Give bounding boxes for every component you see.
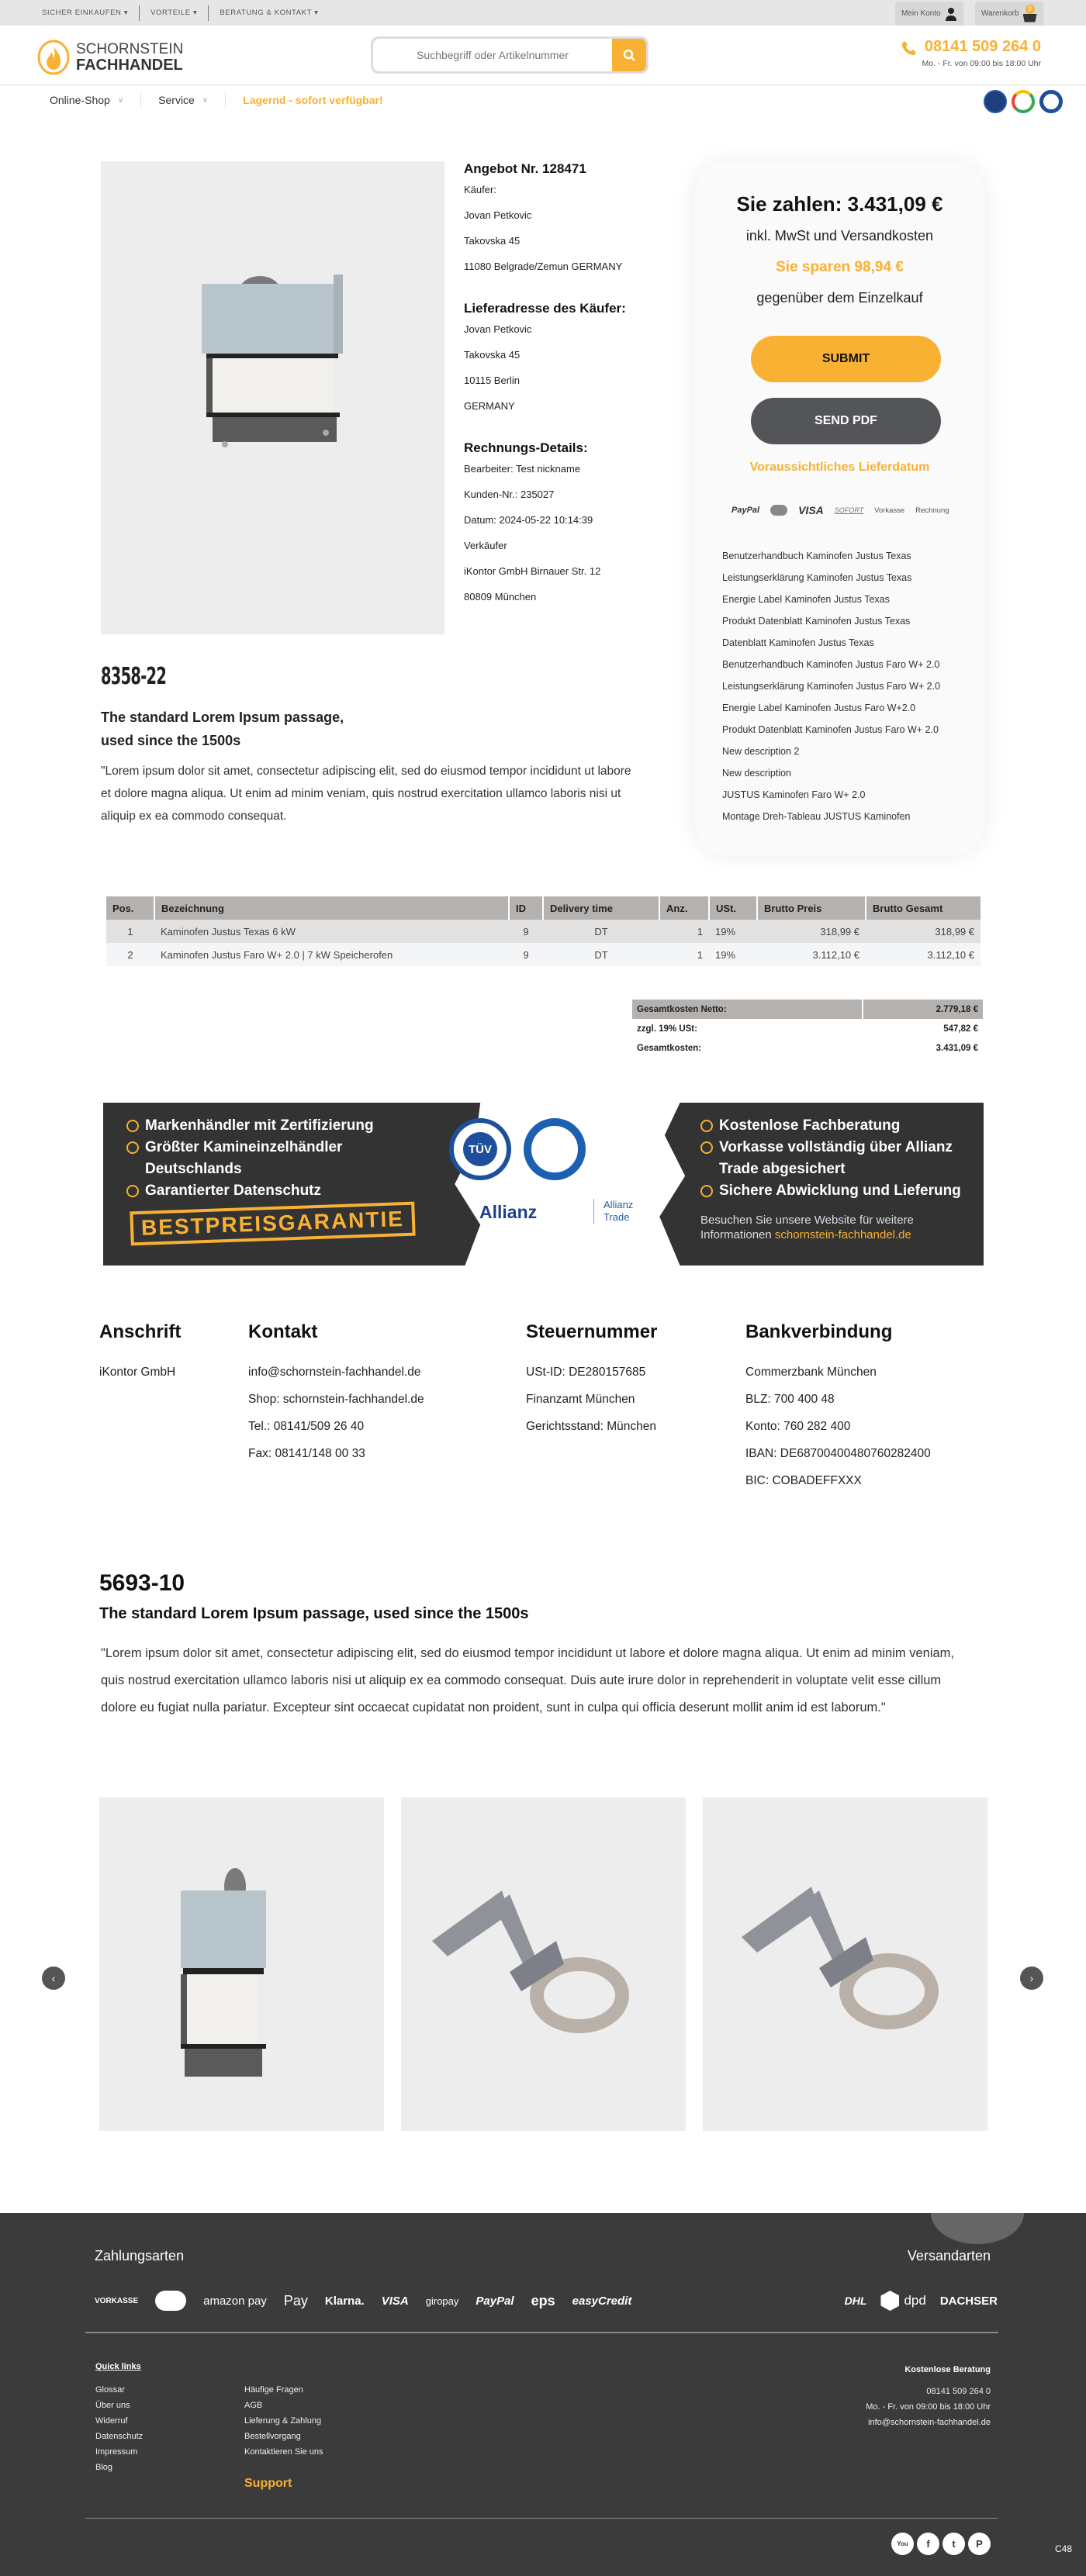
user-icon bbox=[945, 7, 957, 21]
nav-service[interactable]: Service ∨ bbox=[158, 94, 209, 106]
footer bbox=[0, 2213, 1086, 2576]
vorkasse-label: Vorkasse bbox=[874, 506, 905, 515]
carousel-item[interactable] bbox=[703, 1797, 987, 2131]
menu-sicher-einkaufen[interactable]: SICHER EINKAUFEN ▾ bbox=[42, 9, 129, 17]
flame-bullet-icon bbox=[700, 1120, 713, 1132]
company-bank: Bankverbindung Commerzbank München BLZ: 700 400 48 Konto: 760 282 400 IBAN: DE68700400480760282400 BIC: COBADEFFXXX bbox=[745, 1321, 931, 1487]
chevron-right-icon: › bbox=[1029, 1972, 1034, 1984]
product-description: "Lorem ipsum dolor sit amet, consectetur adipiscing elit, sed do eiusmod tempor incididunt ut labore et dolore magna aliqua. Ut enim ad minim veniam, quis nostrud exercitation ullamco laboris nisi ut aliquip ex ea commodo consequat. bbox=[101, 765, 631, 823]
footer-link[interactable]: Impressum bbox=[95, 2447, 138, 2457]
youtube-icon[interactable]: You bbox=[891, 2533, 914, 2555]
delivery-date-link[interactable]: Voraussichtliches Lieferdatum bbox=[749, 461, 930, 474]
grand-total-row: Gesamtkosten: 3.431,09 € bbox=[637, 1043, 978, 1053]
document-link[interactable]: New description 2 bbox=[722, 746, 800, 757]
visa-logo-icon: VISA bbox=[381, 2294, 409, 2308]
product-sku: 8358-22 bbox=[101, 663, 167, 690]
footer-links-col1 bbox=[95, 2382, 143, 2475]
footer-link[interactable]: Datenschutz bbox=[95, 2432, 144, 2441]
google-check-badge-icon[interactable] bbox=[1012, 90, 1035, 113]
carousel-item[interactable] bbox=[99, 1797, 384, 2131]
quick-links-title: Quick links bbox=[95, 2362, 141, 2371]
visit-website: Besuchen Sie unsere Website für weitere Informationen schornstein-fachhandel.de bbox=[700, 1214, 914, 1241]
search-input[interactable] bbox=[373, 39, 612, 71]
footer-link[interactable]: Widerruf bbox=[95, 2416, 128, 2426]
search-button[interactable] bbox=[612, 39, 646, 71]
footer-link[interactable]: Kontaktieren Sie uns bbox=[244, 2447, 323, 2457]
product2-description: "Lorem ipsum dolor sit amet, consectetur adipiscing elit, sed do eiusmod tempor incididunt ut labore et dolore magna aliqua. Ut enim ad minim veniam, quis nostrud exercitation ullamco laboris nisi ut aliquip ex ea commodo consequat. Duis aute irure dolor in reprehenderit in voluptate velit esse cillum dolore eu fugiat nulla pariatur. Excepteur sint occaecat cupidatat non proident, sunt in culpa qui officia deserunt mollit anim id est laborum." bbox=[101, 1646, 954, 1714]
payment-logos bbox=[95, 2291, 631, 2311]
pinterest-icon[interactable]: P bbox=[968, 2533, 991, 2555]
sofort-logo-icon: SOFORT bbox=[834, 506, 864, 514]
eps-logo-icon: eps bbox=[531, 2292, 555, 2308]
document-link[interactable]: Produkt Datenblatt Kaminofen Justus Texas bbox=[722, 616, 911, 627]
facebook-icon[interactable]: f bbox=[917, 2533, 939, 2555]
chevron-down-icon: ∨ bbox=[117, 95, 124, 105]
table-header: Pos. Bezeichnung ID Delivery time Anz. USt. Brutto Preis Brutto Gesamt bbox=[106, 896, 981, 920]
phone-number[interactable]: 08141 509 264 0 bbox=[924, 38, 1041, 55]
phone-contact: 08141 509 264 0 Mo. - Fr. von 09:00 bis 18:00 Uhr bbox=[901, 38, 1041, 68]
scroll-top-button[interactable] bbox=[931, 2182, 1024, 2244]
twitter-icon[interactable]: t bbox=[942, 2533, 965, 2555]
klarna-logo-icon: Klarna. bbox=[324, 2294, 365, 2308]
product2-subtitle: The standard Lorem Ipsum passage, used since the 1500s bbox=[99, 1605, 529, 1622]
divider bbox=[85, 2518, 998, 2519]
footer-link[interactable]: Häufige Fragen bbox=[244, 2385, 303, 2395]
carousel-next-button[interactable] bbox=[1020, 1967, 1043, 1990]
email-link[interactable]: info@schornstein-fachhandel.de bbox=[248, 1366, 421, 1379]
submit-button[interactable]: SUBMIT bbox=[751, 336, 941, 382]
offer-details: Angebot Nr. 128471 Käufer: Jovan Petkovic Takovska 45 11080 Belgrade/Zemun GERMANY Lieferadresse des Käufer: Jovan Petkovic Takovska 45 10115 Berlin GERMANY Rechnungs-Details: Bearbeiter: Test nickname Kunden-Nr.: 235027 Datum: 2024-05-22 10:14:39 Verkäufer iKontor GmbH Birnauer Str. 12 80809 München bbox=[464, 161, 681, 616]
table-row: 1 Kaminofen Justus Texas 6 kW 9 DT 1 19% 318,99 € 318,99 € bbox=[106, 920, 981, 943]
divider bbox=[225, 93, 226, 107]
free-consultation: Kostenlose Beratung 08141 509 264 0 Mo. - Fr. von 09:00 bis 18:00 Uhr info@schornstein-fachhandel.de bbox=[866, 2362, 991, 2430]
allianz-trade-logo: Allianz Trade bbox=[593, 1199, 640, 1224]
carousel-prev-button[interactable] bbox=[42, 1967, 65, 1990]
dpd-logo-icon: dpd bbox=[880, 2291, 925, 2311]
menu-beratung-kontakt[interactable]: BERATUNG & KONTAKT ▾ bbox=[220, 9, 319, 17]
fireplace-image bbox=[99, 1797, 384, 2131]
account-button[interactable]: Mein Konto bbox=[895, 2, 963, 26]
authorized-partner-icon bbox=[524, 1118, 586, 1180]
phone-icon bbox=[901, 40, 917, 55]
vorkasse-logo-icon: VORKASSE bbox=[95, 2296, 139, 2305]
top-bar bbox=[0, 0, 1086, 26]
chevron-left-icon: ‹ bbox=[51, 1972, 56, 1984]
best-price-guarantee: BESTPREISGARANTIE bbox=[130, 1202, 415, 1246]
apple-pay-logo-icon: Pay bbox=[283, 2292, 308, 2308]
footer-link[interactable]: Blog bbox=[95, 2463, 113, 2472]
footer-code: C48 bbox=[1054, 2543, 1072, 2554]
divider bbox=[140, 93, 141, 107]
footer-link[interactable]: Glossar bbox=[95, 2385, 125, 2395]
fireplace-image bbox=[101, 161, 444, 634]
totals-table bbox=[632, 1000, 983, 1058]
top-menu bbox=[42, 0, 329, 26]
easycredit-logo-icon: easyCredit bbox=[572, 2294, 632, 2308]
vat-row: zzgl. 19% USt: 547,82 € bbox=[637, 1024, 978, 1034]
dachser-logo-icon: DACHSER bbox=[939, 2294, 998, 2308]
flame-bullet-icon bbox=[126, 1141, 139, 1154]
offer-number: Angebot Nr. 128471 bbox=[464, 161, 586, 176]
wall-bracket-image bbox=[401, 1797, 686, 2131]
delivery-address-title: Lieferadresse des Käufer: bbox=[464, 301, 626, 316]
carousel-item[interactable] bbox=[401, 1797, 686, 2131]
amazon-pay-logo-icon: amazon pay bbox=[203, 2294, 267, 2308]
document-link[interactable]: Energie Label Kaminofen Justus Texas bbox=[722, 594, 890, 605]
payment-methods-title: Zahlungsarten bbox=[95, 2248, 185, 2263]
paypal-logo-icon: PayPal bbox=[731, 506, 760, 515]
maestro-logo-icon bbox=[770, 505, 787, 516]
flame-bullet-icon bbox=[126, 1120, 139, 1132]
basket-icon bbox=[1023, 5, 1037, 23]
shop-link[interactable]: Shop: schornstein-fachhandel.de bbox=[248, 1393, 424, 1406]
document-link[interactable]: Leistungserklärung Kaminofen Justus Texas bbox=[722, 572, 912, 583]
flame-bullet-icon bbox=[700, 1185, 713, 1197]
nav-online-shop[interactable]: Online-Shop ∨ bbox=[50, 94, 124, 106]
footer-links-col2 bbox=[244, 2382, 323, 2460]
document-link[interactable]: Energie Label Kaminofen Justus Faro W+2.0 bbox=[722, 703, 916, 713]
wall-bracket-image bbox=[703, 1797, 987, 2131]
shipping-logos bbox=[845, 2291, 998, 2311]
social-links bbox=[891, 2533, 991, 2555]
footer-link[interactable]: Lieferung & Zahlung bbox=[244, 2416, 322, 2426]
product-image[interactable] bbox=[101, 161, 444, 634]
website-link[interactable]: schornstein-fachhandel.de bbox=[774, 1228, 911, 1241]
document-link[interactable]: Leistungserklärung Kaminofen Justus Faro W+ 2.0 bbox=[722, 681, 941, 692]
chevron-down-icon: ∨ bbox=[202, 95, 209, 105]
product2-sku: 5693-10 bbox=[99, 1570, 185, 1596]
document-link[interactable]: Produkt Datenblatt Kaminofen Justus Faro W+ 2.0 bbox=[722, 724, 939, 735]
document-link[interactable]: New description bbox=[722, 768, 791, 779]
support-link[interactable]: Support bbox=[244, 2477, 292, 2490]
search-icon bbox=[623, 49, 635, 61]
invoice-details-title: Rechnungs-Details: bbox=[464, 440, 588, 455]
total-pay: Sie zahlen: 3.431,09 € bbox=[736, 192, 943, 216]
trust-banner: Markenhändler mit Zertifizierung Größter Kamineinzelhändler Deutschlands Garantierter Datenschutz BESTPREISGARANTIE TÜV Allianz Allianz Trade Kostenlose Fachberatung Vorkasse vollständig über Allianz Trade abgesichert Sichere Abwicklung und Lieferung Besuchen Sie unsere Website für weitere Informationen schornstein-fachhandel.de bbox=[103, 1103, 984, 1266]
company-tax: Steuernummer USt-ID: DE280157685 Finanzamt München Gerichtsstand: München bbox=[526, 1321, 658, 1433]
document-link[interactable]: Montage Dreh-Tableau JUSTUS Kaminofen bbox=[722, 811, 911, 822]
shipping-methods-title: Versandarten bbox=[907, 2248, 991, 2263]
document-list bbox=[722, 545, 940, 827]
send-pdf-button[interactable]: SEND PDF bbox=[751, 398, 941, 444]
visa-logo-icon: VISA bbox=[798, 504, 824, 516]
footer-email[interactable]: info@schornstein-fachhandel.de bbox=[868, 2418, 991, 2427]
order-table bbox=[106, 896, 981, 966]
savings: Sie sparen 98,94 € bbox=[776, 259, 904, 275]
giropay-logo-icon: giropay bbox=[425, 2295, 459, 2307]
product-subtitle: The standard Lorem Ipsum passage, used since the 1500s bbox=[101, 710, 344, 748]
menu-vorteile[interactable]: VORTEILE ▾ bbox=[150, 9, 198, 17]
flame-bullet-icon bbox=[700, 1141, 713, 1154]
idealo-badge-icon[interactable] bbox=[984, 90, 1007, 113]
document-link[interactable]: JUSTUS Kaminofen Faro W+ 2.0 bbox=[722, 789, 866, 800]
flame-bullet-icon bbox=[126, 1185, 139, 1197]
company-address: Anschrift iKontor GmbH bbox=[99, 1321, 182, 1379]
cart-count-badge: 0 bbox=[1025, 5, 1035, 14]
mastercard-logo-icon bbox=[155, 2291, 186, 2311]
flame-logo-icon bbox=[37, 40, 70, 75]
divider bbox=[85, 2332, 998, 2333]
paypal-logo-icon: PayPal bbox=[476, 2294, 514, 2308]
rechnung-label: Rechnung bbox=[915, 506, 949, 515]
footer-link[interactable]: Über uns bbox=[95, 2401, 130, 2410]
net-total-row: Gesamtkosten Netto: 2.779,18 € bbox=[632, 1000, 983, 1019]
main-nav bbox=[0, 85, 1086, 116]
footer-link[interactable]: Bestellvorgang bbox=[244, 2432, 301, 2441]
stock-notice: Lagernd - sofort verfügbar! bbox=[243, 94, 383, 106]
footer-link[interactable]: AGB bbox=[244, 2401, 263, 2410]
logo[interactable]: SCHORNSTEIN FACHHANDEL bbox=[37, 40, 183, 75]
tuv-badge-icon: TÜV bbox=[449, 1118, 511, 1180]
footer-phone[interactable]: 08141 509 264 0 bbox=[926, 2387, 991, 2396]
summary-card: Sie zahlen: 3.431,09 € inkl. MwSt und Versandkosten Sie sparen 98,94 € gegenüber dem Einzelkauf SUBMIT SEND PDF Voraussichtliches Lieferdatum PayPal VISA SOFORT Vorkasse Rechnung Benutzerhandbuch Kaminofen Justus Texas Leistungserklärung Kaminofen Justus Texas Energie Label Kaminofen Justus Texas Produkt Datenblatt Kaminofen Justus Texas Datenblatt Kaminofen Justus Texas Benutzerhandbuch Kaminofen Justus Faro W+ 2.0 Leistungserklärung Kaminofen Justus Faro W+ 2.0 Energie Label Kaminofen Justus Faro W+2.0 Produkt Datenblatt Kaminofen Justus Faro W+ 2.0 New description 2 New description JUSTUS Kaminofen Faro W+ 2.0 Montage Dreh-Tableau JUSTUS Kaminofen bbox=[694, 161, 985, 855]
dhl-logo-icon: DHL bbox=[844, 2295, 867, 2307]
company-contact: Kontakt info@schornstein-fachhandel.de Shop: schornstein-fachhandel.de Tel.: 08141/509 26 40 Fax: 08141/148 00 33 bbox=[248, 1321, 424, 1460]
document-link[interactable]: Benutzerhandbuch Kaminofen Justus Texas bbox=[722, 551, 911, 561]
search-box bbox=[371, 36, 648, 74]
payment-methods bbox=[731, 504, 949, 516]
document-link[interactable]: Datenblatt Kaminofen Justus Texas bbox=[722, 637, 874, 648]
allianz-logo: Allianz bbox=[479, 1202, 538, 1222]
header bbox=[0, 26, 1086, 85]
document-link[interactable]: Benutzerhandbuch Kaminofen Justus Faro W+ 2.0 bbox=[722, 659, 940, 670]
authorized-partner-badge-icon[interactable] bbox=[1039, 90, 1063, 113]
trust-badges bbox=[984, 90, 1063, 113]
table-row: 2 Kaminofen Justus Faro W+ 2.0 | 7 kW Speicherofen 9 DT 1 19% 3.112,10 € 3.112,10 € bbox=[106, 943, 981, 966]
cart-button[interactable]: Warenkorb 0 bbox=[975, 2, 1043, 26]
